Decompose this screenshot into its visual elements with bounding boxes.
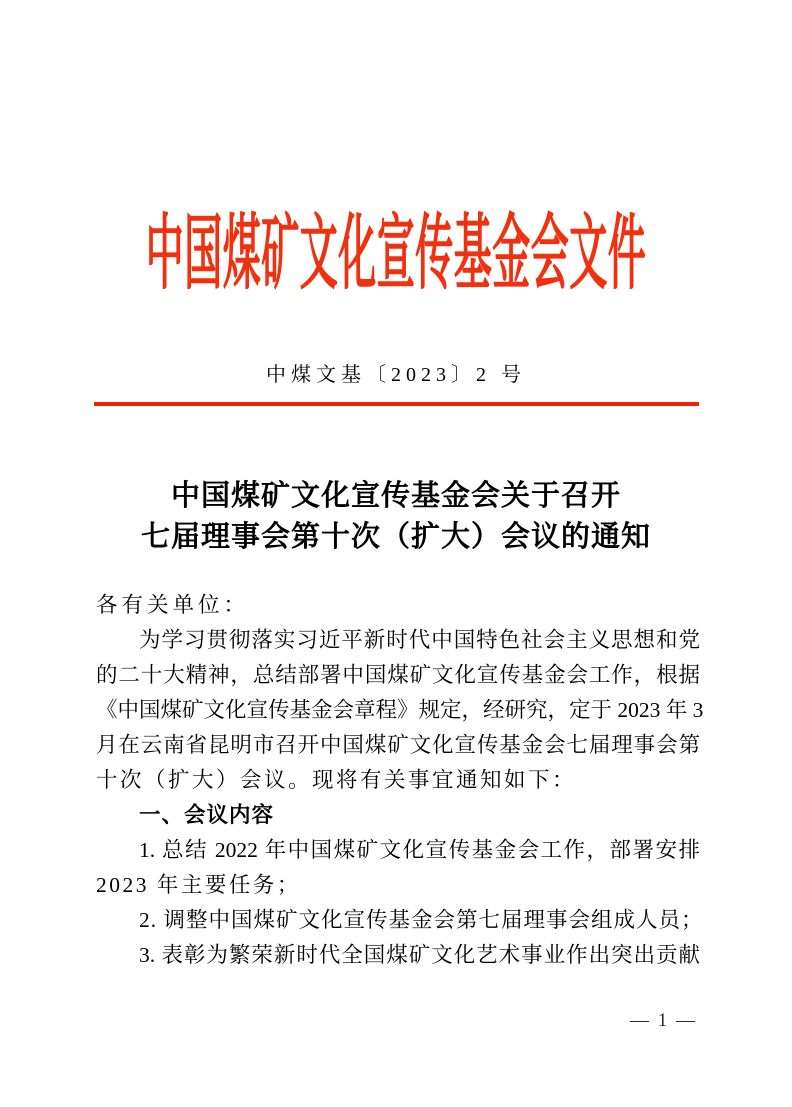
body-section-heading: 一、会议内容 bbox=[139, 803, 275, 827]
notice-body bbox=[96, 588, 704, 973]
body-line-item-2: 2. 调整中国煤矿文化宣传基金会第七届理事会组成人员； bbox=[139, 908, 704, 932]
body-line: 为学习贯彻落实习近平新时代中国特色社会主义思想和党 bbox=[139, 628, 700, 652]
body-line-item-1: 1. 总结 2022 年中国煤矿文化宣传基金会工作，部署安排 bbox=[139, 838, 700, 862]
body-line: 2023 年主要任务； bbox=[96, 873, 301, 897]
body-line: 的二十大精神，总结部署中国煤矿文化宣传基金会工作，根据 bbox=[96, 663, 700, 687]
red-divider-line bbox=[94, 402, 699, 406]
body-line: 月在云南省昆明市召开中国煤矿文化宣传基金会七届理事会第 bbox=[96, 733, 700, 757]
notice-title bbox=[0, 476, 792, 558]
document-number: 中煤文基〔2023〕2 号 bbox=[266, 364, 526, 386]
body-line: 十次（扩大）会议。现将有关事宜通知如下： bbox=[96, 768, 577, 792]
notice-title-line-1: 中国煤矿文化宣传基金会关于召开 bbox=[170, 480, 621, 512]
body-line-item-3: 3. 表彰为繁荣新时代全国煤矿文化艺术事业作出突出贡献 bbox=[139, 943, 700, 967]
document-masthead bbox=[0, 210, 792, 300]
masthead-title-text: 中国煤矿文化宣传基金会文件 bbox=[145, 209, 647, 301]
page-number: — 1 — bbox=[630, 1010, 697, 1031]
notice-title-line-2: 七届理事会第十次（扩大）会议的通知 bbox=[140, 521, 651, 553]
body-line-salutation: 各有关单位： bbox=[96, 593, 250, 617]
body-line: 《中国煤矿文化宣传基金会章程》规定，经研究，定于 2023 年 3 bbox=[96, 698, 704, 722]
